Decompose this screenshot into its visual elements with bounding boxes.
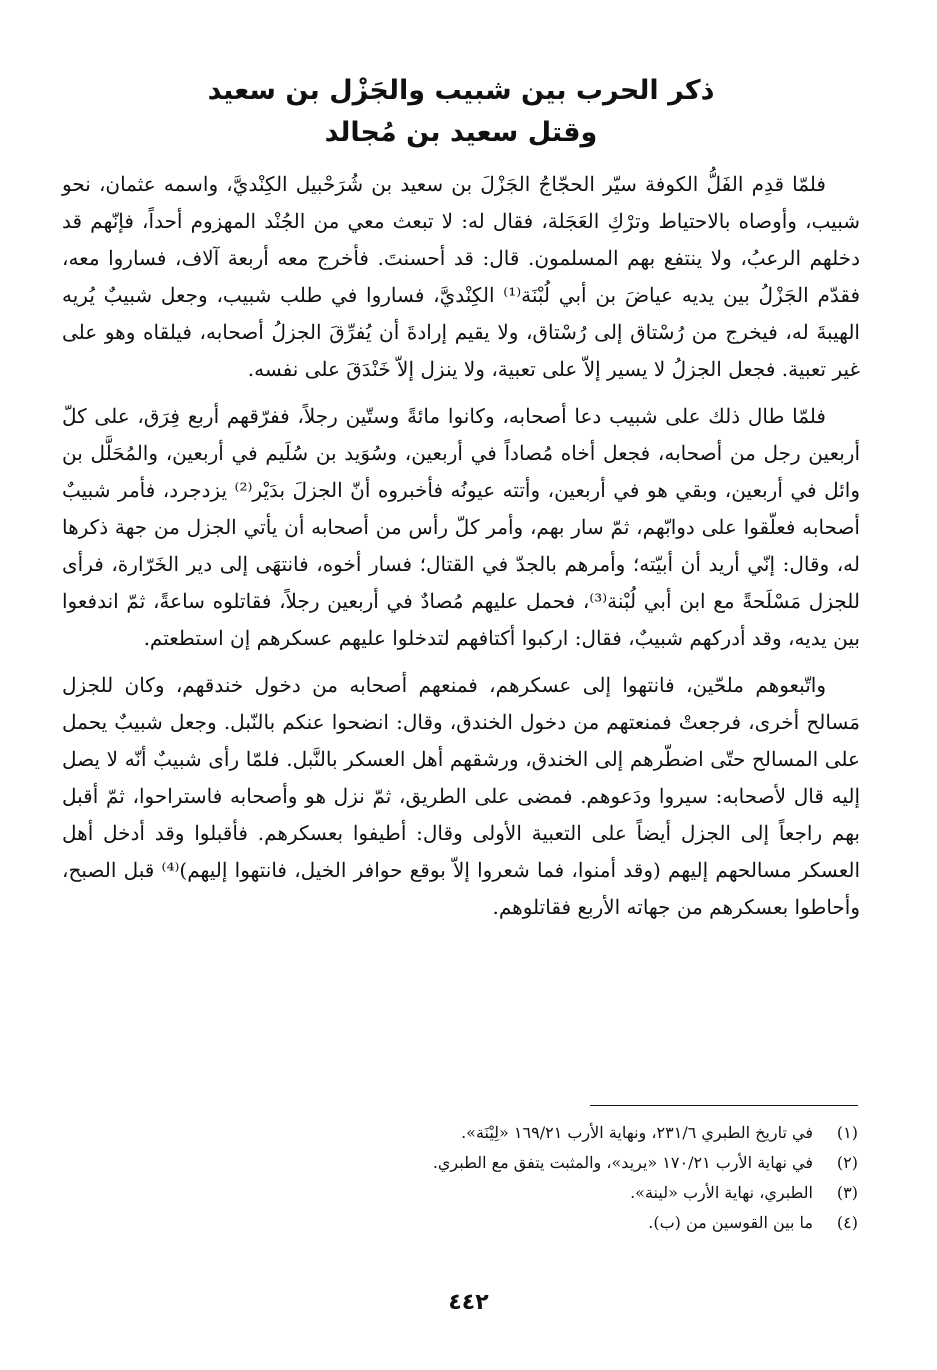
page-number: ٤٤٢: [448, 1290, 489, 1315]
footnote-divider: [590, 1105, 858, 1106]
footnote-number: (٣): [836, 1183, 858, 1202]
heading-line-1: ذكر الحرب بين شبيب والجَزْل بن سعيد: [207, 75, 715, 106]
footnote-number: (١): [836, 1123, 858, 1142]
main-text: [62, 166, 860, 926]
heading-line-2: وقتل سعيد بن مُجالد: [324, 117, 598, 148]
footnote-number: (٢): [836, 1153, 858, 1172]
chapter-heading: [62, 70, 860, 154]
footnote-2: [200, 1148, 858, 1178]
footnote-4: [200, 1208, 858, 1238]
footnote-text: في نهاية الأرب ١٧٠/٢١ «يريد»، والمثبت يتفق مع الطبري.: [432, 1153, 813, 1172]
paragraph-3: واتّبعوهم ملحّين، فانتهوا إلى عسكرهم، فمنعهم أصحابه من دخول خندقهم، وكان للجزل مَسالح أخرى، فرجعتْ فمنعتهم من دخول الخندق، وقال: انضحوا عنكم بالنّبل. وجعل شبيبٌ يحمل على المسالح حتّى اضطّرهم إلى الخندق، ورشقهم أهل العسكر بالنَّبل. فلمّا رأى شبيبٌ أنّه لا يصل إليه قال لأصحابه: سيروا ودَعوهم. فمضى على الطريق، ثمّ نزل هو وأصحابه فاستراحوا، ثمّ أقبل بهم راجعاً إلى الجزل أيضاً على التعبية الأولى وقال: أطيفوا بعسكرهم. فأقبلوا وقد أدخل أهل العسكر مسالحهم إليهم (وقد أمنوا، فما شعروا إلاّ بوقع حوافر الخيل، فانتهوا إليهم)⁽⁴⁾ قبل الصبح، وأحاطوا بعسكرهم من جهاته الأربع فقاتلوهم.: [62, 673, 861, 919]
page-body: [62, 70, 860, 936]
paragraph-1: فلمّا قدِم الفَلُّ الكوفة سيّر الحجّاجُ الجَزْلَ بن سعيد بن شُرَحْبيل الكِنْديَّ، واسمه عثمان، نحو شبيب، وأوصاه بالاحتياط وترْكِ العَجَلة، فقال له: لا تبعث معي من الجُنْد المهزوم أحداً، فإنّهم قد دخلهم الرعبُ، ولا ينتفع بهم المسلمون. قال: قد أحسنتَ. فأخرج معه أربعة آلاف، فساروا معه، فقدّم الجَزْلُ بين يديه عياضَ بن أبي لُبْنَة⁽¹⁾ الكِنْديَّ، فساروا في طلب شبيب، وجعل شبيبٌ يُريه الهيبةَ له، فيخرج من رُسْتاق إلى رُسْتاق، ولا يقيم إرادةَ أن يُفرِّقَ الجزلُ أصحابه، فيلقاه وهو على غير تعبية. فجعل الجزلُ لا يسير إلاّ على تعبية، ولا ينزل إلاّ خَنْدَقَ على نفسه.: [62, 172, 861, 381]
footnotes: [200, 1118, 858, 1238]
footnote-number: (٤): [836, 1213, 858, 1232]
footnote-1: [200, 1118, 858, 1148]
footnote-text: الطبري، نهاية الأرب «لينة».: [630, 1183, 813, 1202]
paragraph-2: فلمّا طال ذلك على شبيب دعا أصحابه، وكانوا مائةً وستّين رجلاً، ففرّقهم أربع فِرَق، على كلّ أربعين رجل من أصحابه، فجعل أخاه مُصاداً في أربعين، وسُوَيد بن سُلَيم في أربعين، والمُحَلَّل بن وائل في أربعين، وبقي هو في أربعين، وأتته عيونُه فأخبروه أنّ الجزلَ بدَيْر⁽²⁾ يزدجرد، فأمر شبيبٌ أصحابه فعلّقوا على دوابّهم، ثمّ سار بهم، وأمر كلّ رأس من أصحابه أن يأتي الجزل من جهة ذكرها له، وقال: إنّي أريد أن أبيّته؛ وأمرهم بالجدّ في القتال؛ فسار أخوه، فانتهَى إلى دير الخَرّارة، فرأى للجزل مَسْلَحةً مع ابن أبي لُبْنة⁽³⁾، فحمل عليهم مُصادٌ في أربعين رجلاً، فقاتلوه ساعةً، ثمّ اندفعوا بين يديه، وقد أدركهم شبيبٌ، فقال: اركبوا أكتافهم لتدخلوا عليهم عسكرهم إن استطعتم.: [62, 404, 860, 650]
footnote-3: [200, 1178, 858, 1208]
footnote-text: ما بين القوسين من (ب).: [648, 1213, 813, 1232]
footnote-text: في تاريخ الطبري ٢٣١/٦، ونهاية الأرب ١٦٩/٢١ «لِيْنَة».: [461, 1123, 813, 1142]
